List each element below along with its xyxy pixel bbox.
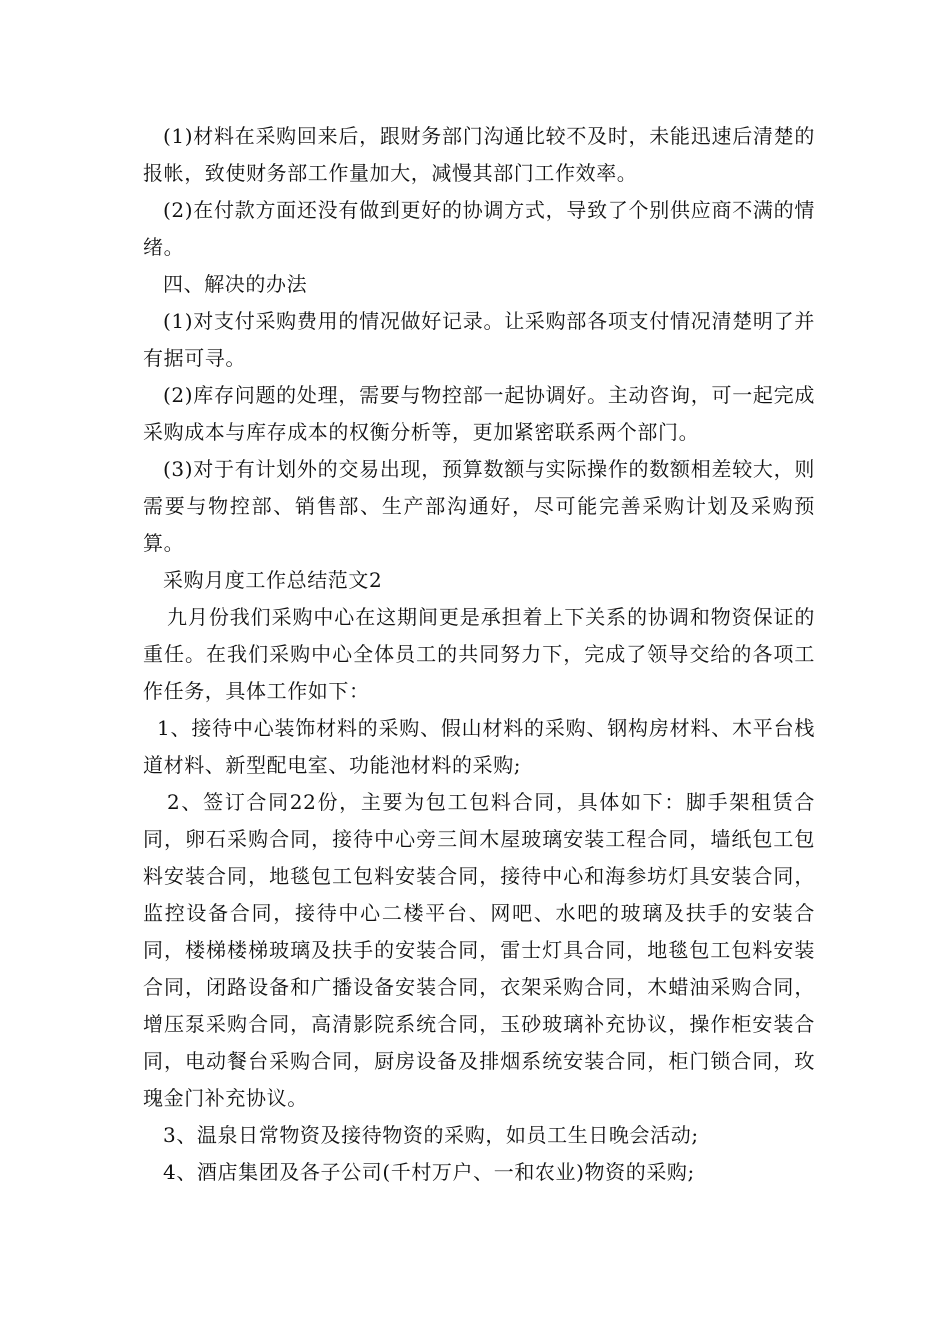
- paragraph-2: (2)在付款方面还没有做到更好的协调方式，导致了个别供应商不满的情绪。: [143, 198, 815, 259]
- document-body: [143, 118, 815, 1191]
- paragraph-1: (1)材料在采购回来后，跟财务部门沟通比较不及时，未能迅速后清楚的报帐，致使财务部工作量加大，减慢其部门工作效率。: [143, 124, 815, 185]
- article-title-2: 采购月度工作总结范文2: [163, 568, 383, 592]
- section-heading-4: 四、解决的办法: [163, 272, 308, 296]
- list-item-2: 2、签订合同22份，主要为包工包料合同，具体如下：脚手架租赁合同，卵石采购合同，接待中心旁三间木屋玻璃安装工程合同，墙纸包工包料安装合同，地毯包工包料安装合同，接待中心和海参坊灯具安装合同，监控设备合同，接待中心二楼平台、网吧、水吧的玻璃及扶手的安装合同，楼梯楼梯玻璃及扶手的安装合同，雷士灯具合同，地毯包工包料安装合同，闭路设备和广播设备安装合同，衣架采购合同，木蜡油采购合同，增压泵采购合同，高清影院系统合同，玉砂玻璃补充协议，操作柜安装合同，电动餐台采购合同，厨房设备及排烟系统安装合同，柜门锁合同，玫瑰金门补充协议。: [143, 790, 815, 1110]
- list-item-1: 1、接待中心装饰材料的采购、假山材料的采购、钢构房材料、木平台栈道材料、新型配电室、功能池材料的采购;: [143, 716, 815, 777]
- list-item-3: 3、温泉日常物资及接待物资的采购，如员工生日晚会活动;: [163, 1123, 699, 1147]
- paragraph-6: 九月份我们采购中心在这期间更是承担着上下关系的协调和物资保证的重任。在我们采购中心全体员工的共同努力下，完成了领导交给的各项工作任务，具体工作如下：: [143, 605, 815, 703]
- paragraph-3: (1)对支付采购费用的情况做好记录。让采购部各项支付情况清楚明了并有据可寻。: [143, 309, 815, 370]
- paragraph-5: (3)对于有计划外的交易出现，预算数额与实际操作的数额相差较大，则需要与物控部、销售部、生产部沟通好，尽可能完善采购计划及采购预算。: [143, 457, 815, 555]
- list-item-4: 4、酒店集团及各子公司(千村万户、一和农业)物资的采购;: [163, 1160, 695, 1184]
- paragraph-4: (2)库存问题的处理，需要与物控部一起协调好。主动咨询，可一起完成采购成本与库存成本的权衡分析等，更加紧密联系两个部门。: [143, 383, 815, 444]
